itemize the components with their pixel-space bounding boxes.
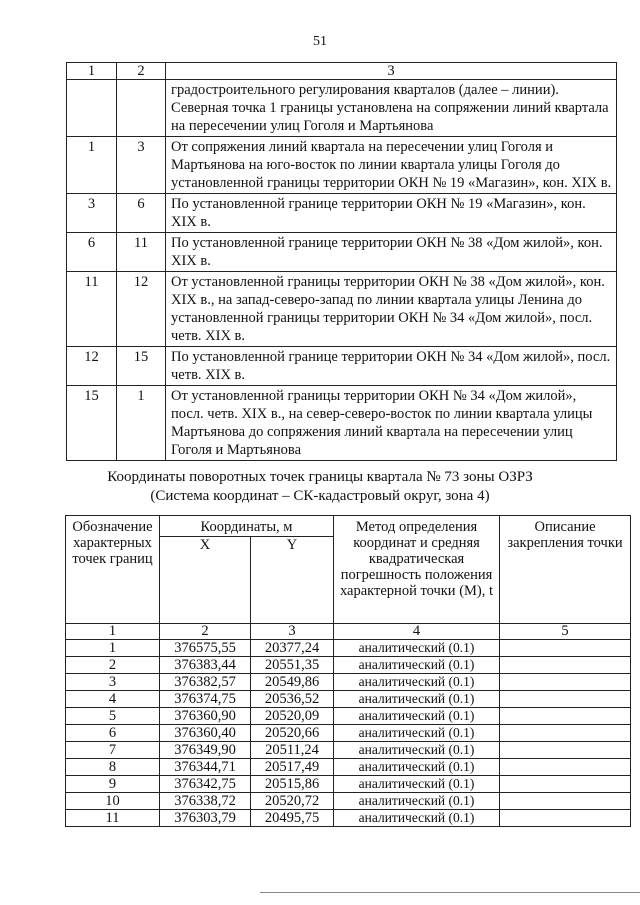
table-row xyxy=(67,386,617,461)
col-number: 5 xyxy=(500,624,631,640)
coord-y: 20495,75 xyxy=(251,810,334,827)
table-row xyxy=(67,233,617,272)
coord-x: 376374,75 xyxy=(160,691,251,708)
point-id: 8 xyxy=(66,759,160,776)
method-accuracy: аналитический (0.1) xyxy=(334,708,500,725)
boundary-description-table xyxy=(66,62,617,461)
point-id: 4 xyxy=(66,691,160,708)
header-coordinates: Координаты, м xyxy=(160,516,334,537)
coordinates-caption xyxy=(0,468,640,506)
point-id: 2 xyxy=(66,657,160,674)
table-row xyxy=(66,657,631,674)
point-to: 15 xyxy=(117,347,166,386)
point-id: 1 xyxy=(66,640,160,657)
coord-x: 376382,57 xyxy=(160,674,251,691)
table-row xyxy=(66,640,631,657)
point-from: 11 xyxy=(67,272,117,347)
coord-y: 20517,49 xyxy=(251,759,334,776)
fixation-description xyxy=(500,691,631,708)
fixation-description xyxy=(500,640,631,657)
coord-x: 376338,72 xyxy=(160,793,251,810)
method-accuracy: аналитический (0.1) xyxy=(334,742,500,759)
point-id: 6 xyxy=(66,725,160,742)
coord-y: 20549,86 xyxy=(251,674,334,691)
fixation-description xyxy=(500,759,631,776)
point-id: 3 xyxy=(66,674,160,691)
fixation-description xyxy=(500,810,631,827)
table-row xyxy=(66,759,631,776)
header-designation: Обозначение характерных точек границ xyxy=(66,516,160,624)
coord-y: 20536,52 xyxy=(251,691,334,708)
point-id: 10 xyxy=(66,793,160,810)
fixation-description xyxy=(500,793,631,810)
coord-x: 376349,90 xyxy=(160,742,251,759)
table-row xyxy=(67,137,617,194)
table-row xyxy=(67,194,617,233)
point-from: 12 xyxy=(67,347,117,386)
point-to: 1 xyxy=(117,386,166,461)
segment-description: градостроительного регулирования кварталов (далее – линии). Северная точка 1 границы установлена на сопряжении линий квартала на пересечении улиц Гоголя и Мартьянова xyxy=(166,80,617,137)
segment-description: От установленной границы территории ОКН № 34 «Дом жилой», посл. четв. XIX в., на север-северо-восток по линии квартала улицы Мартьянова до сопряжения линий квартала на пересечении улиц Гоголя и Мартьянова xyxy=(166,386,617,461)
fixation-description xyxy=(500,742,631,759)
coord-x: 376344,71 xyxy=(160,759,251,776)
coord-y: 20520,66 xyxy=(251,725,334,742)
point-id: 9 xyxy=(66,776,160,793)
segment-description: От установленной границы территории ОКН № 38 «Дом жилой», кон. XIX в., на запад-северо-запад по линии квартала улицы Ленина до установленной границы территории ОКН № 34 «Дом жилой», посл. четв. XIX в. xyxy=(166,272,617,347)
table-row xyxy=(67,272,617,347)
table-row xyxy=(66,742,631,759)
header-col-1: 1 xyxy=(67,63,117,80)
coord-x: 376575,55 xyxy=(160,640,251,657)
boundary-table-header-row xyxy=(67,63,617,80)
coord-y: 20377,24 xyxy=(251,640,334,657)
col-number: 4 xyxy=(334,624,500,640)
fixation-description xyxy=(500,708,631,725)
coord-y: 20551,35 xyxy=(251,657,334,674)
header-description: Описание закрепления точки xyxy=(500,516,631,624)
caption-line-2: (Система координат – СК-кадастровый округ, зона 4) xyxy=(150,488,490,504)
table-row xyxy=(66,725,631,742)
table-row xyxy=(66,776,631,793)
segment-description: По установленной границе территории ОКН № 34 «Дом жилой», посл. четв. XIX в. xyxy=(166,347,617,386)
point-to xyxy=(117,80,166,137)
col-number: 3 xyxy=(251,624,334,640)
fixation-description xyxy=(500,657,631,674)
point-to: 3 xyxy=(117,137,166,194)
header-method: Метод определения координат и средняя квадратическая погрешность положения характерной точки (М), t xyxy=(334,516,500,624)
point-from: 3 xyxy=(67,194,117,233)
header-x: X xyxy=(160,537,251,624)
header-y: Y xyxy=(251,537,334,624)
method-accuracy: аналитический (0.1) xyxy=(334,776,500,793)
fixation-description xyxy=(500,725,631,742)
coord-y: 20520,09 xyxy=(251,708,334,725)
caption-line-1: Координаты поворотных точек границы квартала № 73 зоны ОЗРЗ xyxy=(107,469,533,485)
point-id: 11 xyxy=(66,810,160,827)
segment-description: По установленной границе территории ОКН № 38 «Дом жилой», кон. XIX в. xyxy=(166,233,617,272)
table-row xyxy=(66,691,631,708)
point-to: 6 xyxy=(117,194,166,233)
coord-x: 376383,44 xyxy=(160,657,251,674)
header-col-3: 3 xyxy=(166,63,617,80)
table-row xyxy=(66,793,631,810)
point-from: 6 xyxy=(67,233,117,272)
table-row xyxy=(66,674,631,691)
table-row xyxy=(66,810,631,827)
segment-description: От сопряжения линий квартала на пересечении улиц Гоголя и Мартьянова на юго-восток по линии квартала улицы Гоголя до установленной границы территории ОКН № 19 «Магазин», кон. XIX в. xyxy=(166,137,617,194)
col-number: 1 xyxy=(66,624,160,640)
method-accuracy: аналитический (0.1) xyxy=(334,691,500,708)
col-number: 2 xyxy=(160,624,251,640)
method-accuracy: аналитический (0.1) xyxy=(334,640,500,657)
coord-y: 20511,24 xyxy=(251,742,334,759)
coordinates-table xyxy=(65,515,631,827)
coord-y: 20520,72 xyxy=(251,793,334,810)
point-from xyxy=(67,80,117,137)
coord-x: 376303,79 xyxy=(160,810,251,827)
page-bottom-rule xyxy=(260,892,640,893)
segment-description: По установленной границе территории ОКН № 19 «Магазин», кон. XIX в. xyxy=(166,194,617,233)
point-to: 12 xyxy=(117,272,166,347)
point-from: 15 xyxy=(67,386,117,461)
point-from: 1 xyxy=(67,137,117,194)
point-id: 7 xyxy=(66,742,160,759)
method-accuracy: аналитический (0.1) xyxy=(334,725,500,742)
method-accuracy: аналитический (0.1) xyxy=(334,674,500,691)
coord-x: 376360,40 xyxy=(160,725,251,742)
fixation-description xyxy=(500,674,631,691)
coord-x: 376342,75 xyxy=(160,776,251,793)
point-to: 11 xyxy=(117,233,166,272)
column-numbers-row xyxy=(66,624,631,640)
method-accuracy: аналитический (0.1) xyxy=(334,793,500,810)
point-id: 5 xyxy=(66,708,160,725)
method-accuracy: аналитический (0.1) xyxy=(334,810,500,827)
page-number: 51 xyxy=(313,34,327,49)
coord-x: 376360,90 xyxy=(160,708,251,725)
table-row xyxy=(66,708,631,725)
method-accuracy: аналитический (0.1) xyxy=(334,657,500,674)
table-row xyxy=(67,80,617,137)
coord-y: 20515,86 xyxy=(251,776,334,793)
method-accuracy: аналитический (0.1) xyxy=(334,759,500,776)
header-col-2: 2 xyxy=(117,63,166,80)
table-row xyxy=(67,347,617,386)
fixation-description xyxy=(500,776,631,793)
